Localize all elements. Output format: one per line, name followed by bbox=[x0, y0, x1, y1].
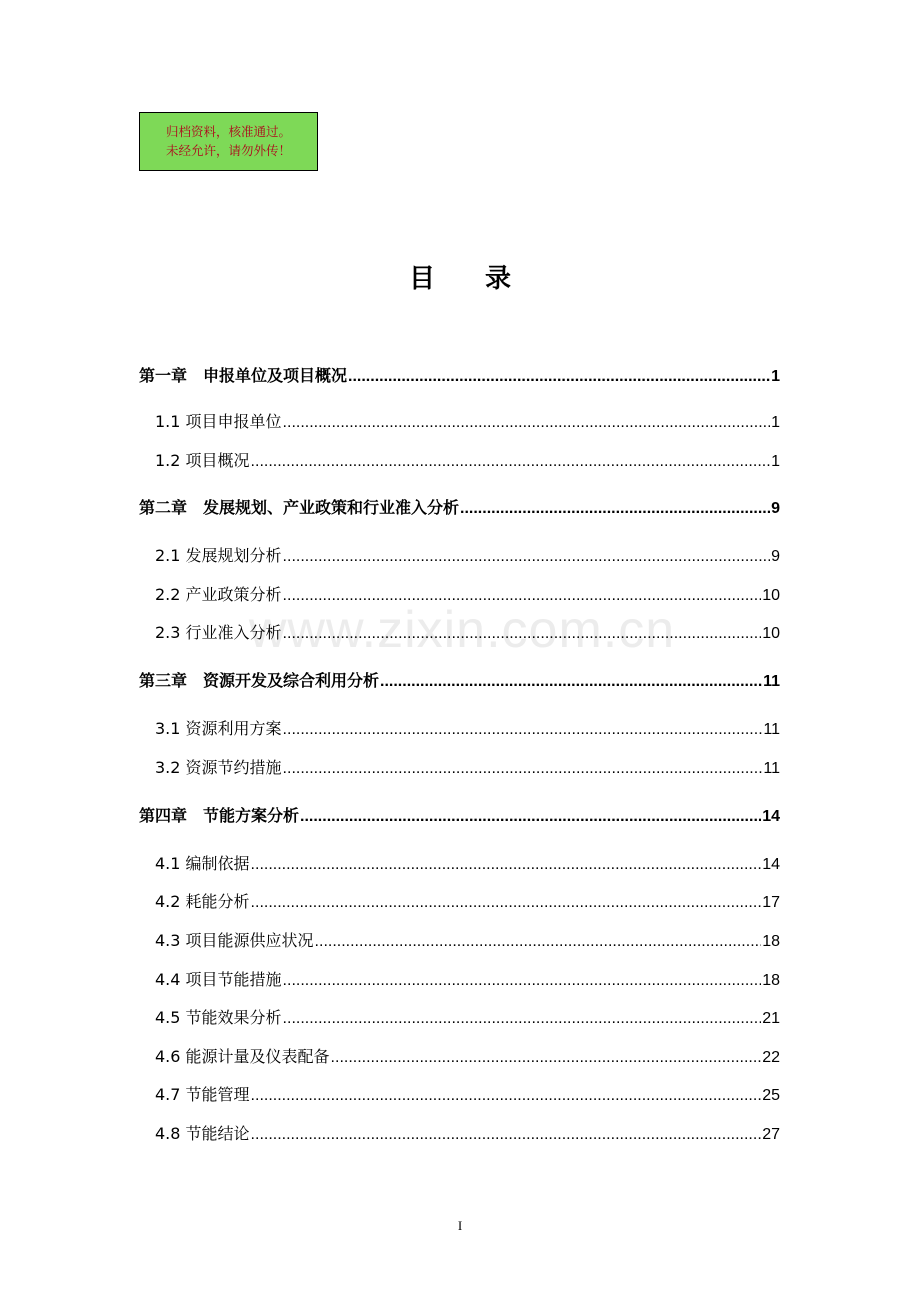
toc-entry-page: 11 bbox=[763, 721, 780, 738]
toc-entry-page: 22 bbox=[762, 1049, 780, 1066]
toc-leader-dots bbox=[348, 368, 770, 386]
toc-leader-dots bbox=[283, 414, 771, 432]
toc-entry-page: 10 bbox=[762, 587, 780, 604]
toc-leader-dots bbox=[380, 673, 762, 691]
toc-leader-dots bbox=[251, 453, 771, 471]
toc-entry-page: 1 bbox=[771, 368, 780, 385]
toc-entry[interactable] bbox=[155, 543, 780, 565]
toc-leader-dots bbox=[251, 856, 762, 874]
toc-entry[interactable] bbox=[155, 1121, 780, 1143]
toc-entry-label: 2.2 产业政策分析 bbox=[155, 585, 282, 604]
toc-entry-page: 14 bbox=[762, 856, 780, 873]
toc-entry-label: 4.3 项目能源供应状况 bbox=[155, 931, 314, 950]
toc-entry-label: 4.4 项目节能措施 bbox=[155, 970, 282, 989]
toc-entry-label: 4.7 节能管理 bbox=[155, 1085, 250, 1104]
toc-entry-label: 4.8 节能结论 bbox=[155, 1124, 250, 1143]
toc-leader-dots bbox=[300, 808, 761, 826]
toc-entry-label: 1.2 项目概况 bbox=[155, 451, 250, 470]
toc-entry[interactable] bbox=[155, 582, 780, 604]
toc-entry-label: 2.1 发展规划分析 bbox=[155, 546, 282, 565]
toc-entry-page: 1 bbox=[771, 414, 780, 431]
toc-entry[interactable] bbox=[155, 928, 780, 950]
toc-entry-label: 2.3 行业准入分析 bbox=[155, 623, 282, 642]
toc-entry-label: 4.2 耗能分析 bbox=[155, 892, 250, 911]
toc-entry[interactable] bbox=[139, 363, 780, 385]
toc-title-char-2: 录 bbox=[485, 264, 512, 294]
toc-entry-page: 1 bbox=[771, 453, 780, 470]
toc-entry-page: 14 bbox=[762, 808, 780, 825]
toc-entry-page: 9 bbox=[771, 548, 780, 565]
toc-entry[interactable] bbox=[155, 889, 780, 911]
toc-entry-label: 4.1 编制依据 bbox=[155, 854, 250, 873]
toc-entry[interactable] bbox=[139, 495, 780, 517]
toc-leader-dots bbox=[251, 1087, 762, 1105]
toc-entry-label: 第四章 节能方案分析 bbox=[139, 806, 300, 825]
toc-entry-label: 3.1 资源利用方案 bbox=[155, 719, 282, 738]
toc-entry[interactable] bbox=[155, 620, 780, 642]
archive-stamp bbox=[139, 112, 318, 171]
toc-leader-dots bbox=[283, 972, 762, 990]
toc-entry-label: 4.6 能源计量及仪表配备 bbox=[155, 1047, 330, 1066]
toc-entry[interactable] bbox=[155, 967, 780, 989]
toc-leader-dots bbox=[283, 1010, 762, 1028]
toc-entry-label: 第一章 申报单位及项目概况 bbox=[139, 366, 348, 385]
toc-entry[interactable] bbox=[139, 668, 780, 690]
watermark: www.zixin.com.cn bbox=[248, 601, 676, 659]
toc-entry[interactable] bbox=[139, 803, 780, 825]
toc-entry-label: 第三章 资源开发及综合利用分析 bbox=[139, 671, 380, 690]
toc-entry-label: 1.1 项目申报单位 bbox=[155, 412, 282, 431]
toc-entry-page: 10 bbox=[762, 625, 780, 642]
toc-entry-label: 第二章 发展规划、产业政策和行业准入分析 bbox=[139, 498, 460, 517]
toc-entry-page: 18 bbox=[762, 933, 780, 950]
toc-entry-page: 21 bbox=[762, 1010, 780, 1027]
toc-leader-dots bbox=[251, 1126, 762, 1144]
toc-entry[interactable] bbox=[155, 716, 780, 738]
toc-entry-page: 11 bbox=[763, 673, 780, 690]
toc-leader-dots bbox=[251, 894, 762, 912]
toc-leader-dots bbox=[283, 625, 762, 643]
toc-entry[interactable] bbox=[155, 1082, 780, 1104]
toc-entry[interactable] bbox=[155, 409, 780, 431]
toc-entry-page: 27 bbox=[762, 1126, 780, 1143]
toc-leader-dots bbox=[283, 587, 762, 605]
toc-entry[interactable] bbox=[155, 851, 780, 873]
toc-entry-page: 18 bbox=[762, 972, 780, 989]
toc-leader-dots bbox=[315, 933, 762, 951]
toc-entry-label: 3.2 资源节约措施 bbox=[155, 758, 282, 777]
toc-entry[interactable] bbox=[155, 1044, 780, 1066]
toc-title-char-1: 目 bbox=[408, 264, 435, 294]
toc-leader-dots bbox=[283, 721, 763, 739]
toc-entry-label: 4.5 节能效果分析 bbox=[155, 1008, 282, 1027]
toc-entry-page: 9 bbox=[771, 500, 780, 517]
toc-leader-dots bbox=[283, 548, 771, 566]
stamp-line-2: 未经允许，请勿外传！ bbox=[165, 143, 291, 158]
stamp-line-1: 归档资料，核准通过。 bbox=[165, 124, 291, 139]
toc-title bbox=[0, 258, 920, 295]
toc-leader-dots bbox=[283, 760, 763, 778]
toc-entry[interactable] bbox=[155, 1005, 780, 1027]
page-number: I bbox=[457, 1218, 463, 1233]
toc-entry-page: 17 bbox=[762, 894, 780, 911]
toc-leader-dots bbox=[460, 500, 770, 518]
toc-entry-page: 25 bbox=[762, 1087, 780, 1104]
toc-entry-page: 11 bbox=[763, 760, 780, 777]
toc-leader-dots bbox=[331, 1049, 762, 1067]
toc-entry[interactable] bbox=[155, 755, 780, 777]
toc-entry[interactable] bbox=[155, 448, 780, 470]
